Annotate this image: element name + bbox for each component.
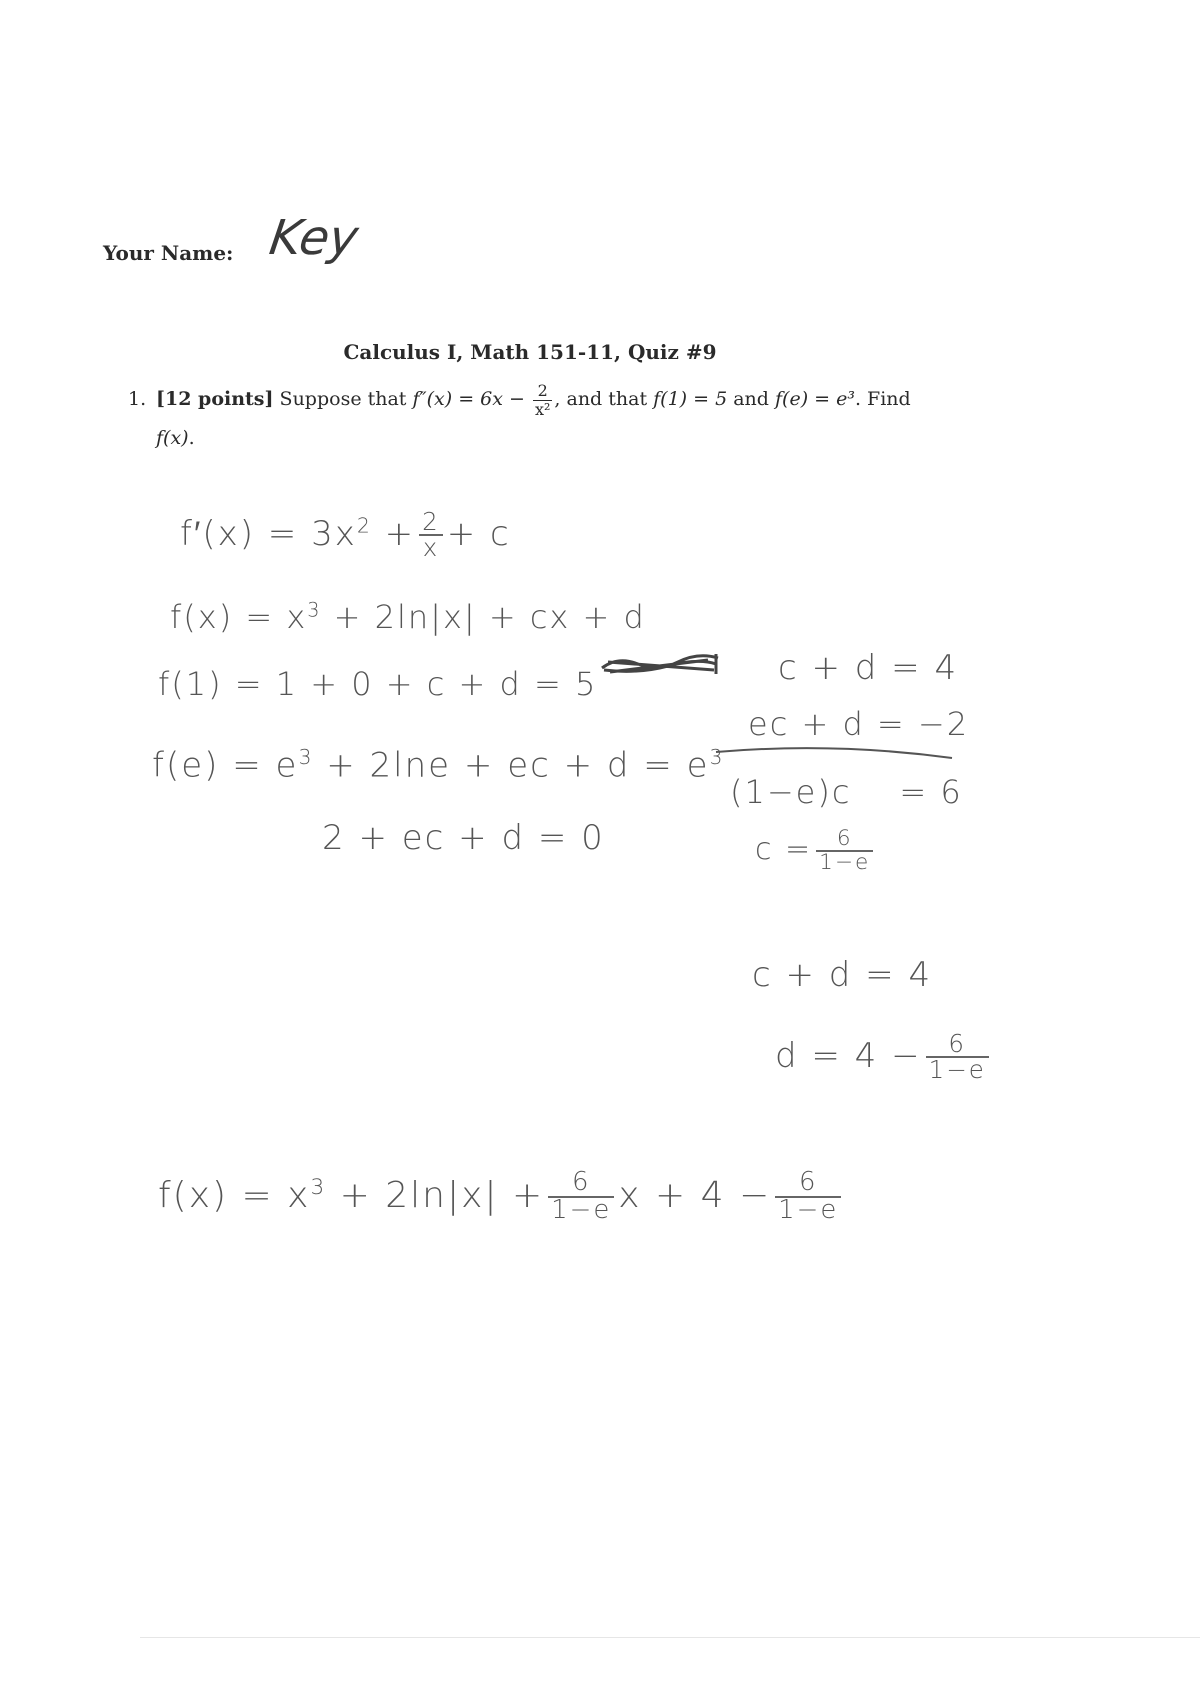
- second-derivative: f″(x) = 6x −: [412, 388, 525, 410]
- final-answer: $f(x) = x^3 + 2\ln|x|$ + $\frac{6}{1-e}$ x + 4 − $\frac{6}{1-e}$: [158, 1170, 845, 1224]
- work-right-c: c = $\frac{6}{1-e}$: [755, 828, 877, 873]
- work-right-d: d = 4 − $\frac{6}{1-e}$: [775, 1032, 993, 1083]
- name-label: Your Name:: [103, 241, 234, 265]
- work-line-simplified: 2 + ec + d = 0: [322, 818, 605, 858]
- work-right-eq2: ec + d = −2: [748, 705, 970, 743]
- crossed-out-scribble: [598, 650, 723, 680]
- fraction-numerator: 2: [533, 382, 552, 401]
- problem-points: [12 points]: [156, 388, 274, 410]
- problem-number: 1.: [128, 388, 147, 410]
- condition-1: f(1) = 5: [653, 388, 728, 410]
- problem-text-c: and: [727, 388, 775, 410]
- problem-text-d: . Find: [854, 388, 911, 410]
- work-right-eq4: c + d = 4: [752, 955, 933, 995]
- subtraction-line: [714, 740, 954, 760]
- quiz-title: Calculus I, Math 151-11, Quiz #9: [343, 340, 717, 364]
- problem-continuation: f(x).: [156, 426, 195, 449]
- fraction-denominator: x²: [534, 399, 551, 419]
- problem-fraction: [533, 382, 552, 419]
- problem-1: [128, 380, 998, 457]
- handwritten-name: Key: [266, 210, 362, 266]
- condition-2: f(e) = e³: [775, 388, 855, 410]
- problem-text-a: Suppose that: [279, 388, 413, 410]
- problem-text-b: , and that: [554, 388, 654, 410]
- work-line-antiderivative: $f(x) = x^3 + 2\ln|x|$ + cx + d: [170, 598, 646, 636]
- work-line-fe: $f(e) = e^3 + 2\ln e$ + ec + $d = e^3$: [152, 745, 725, 786]
- find-target: f(x): [156, 426, 189, 449]
- work-right-eq3: (1−e)c = 6: [730, 773, 963, 811]
- scan-artifact-line: [140, 1637, 1200, 1638]
- work-line-derivative: $f'(x) = 3x^2$ + $\frac{2}{x}$ + c: [180, 507, 511, 563]
- work-line-f1: f(1) = 1 + 0 + c + d = 5: [158, 665, 598, 703]
- work-right-eq1: c + d = 4: [778, 648, 959, 688]
